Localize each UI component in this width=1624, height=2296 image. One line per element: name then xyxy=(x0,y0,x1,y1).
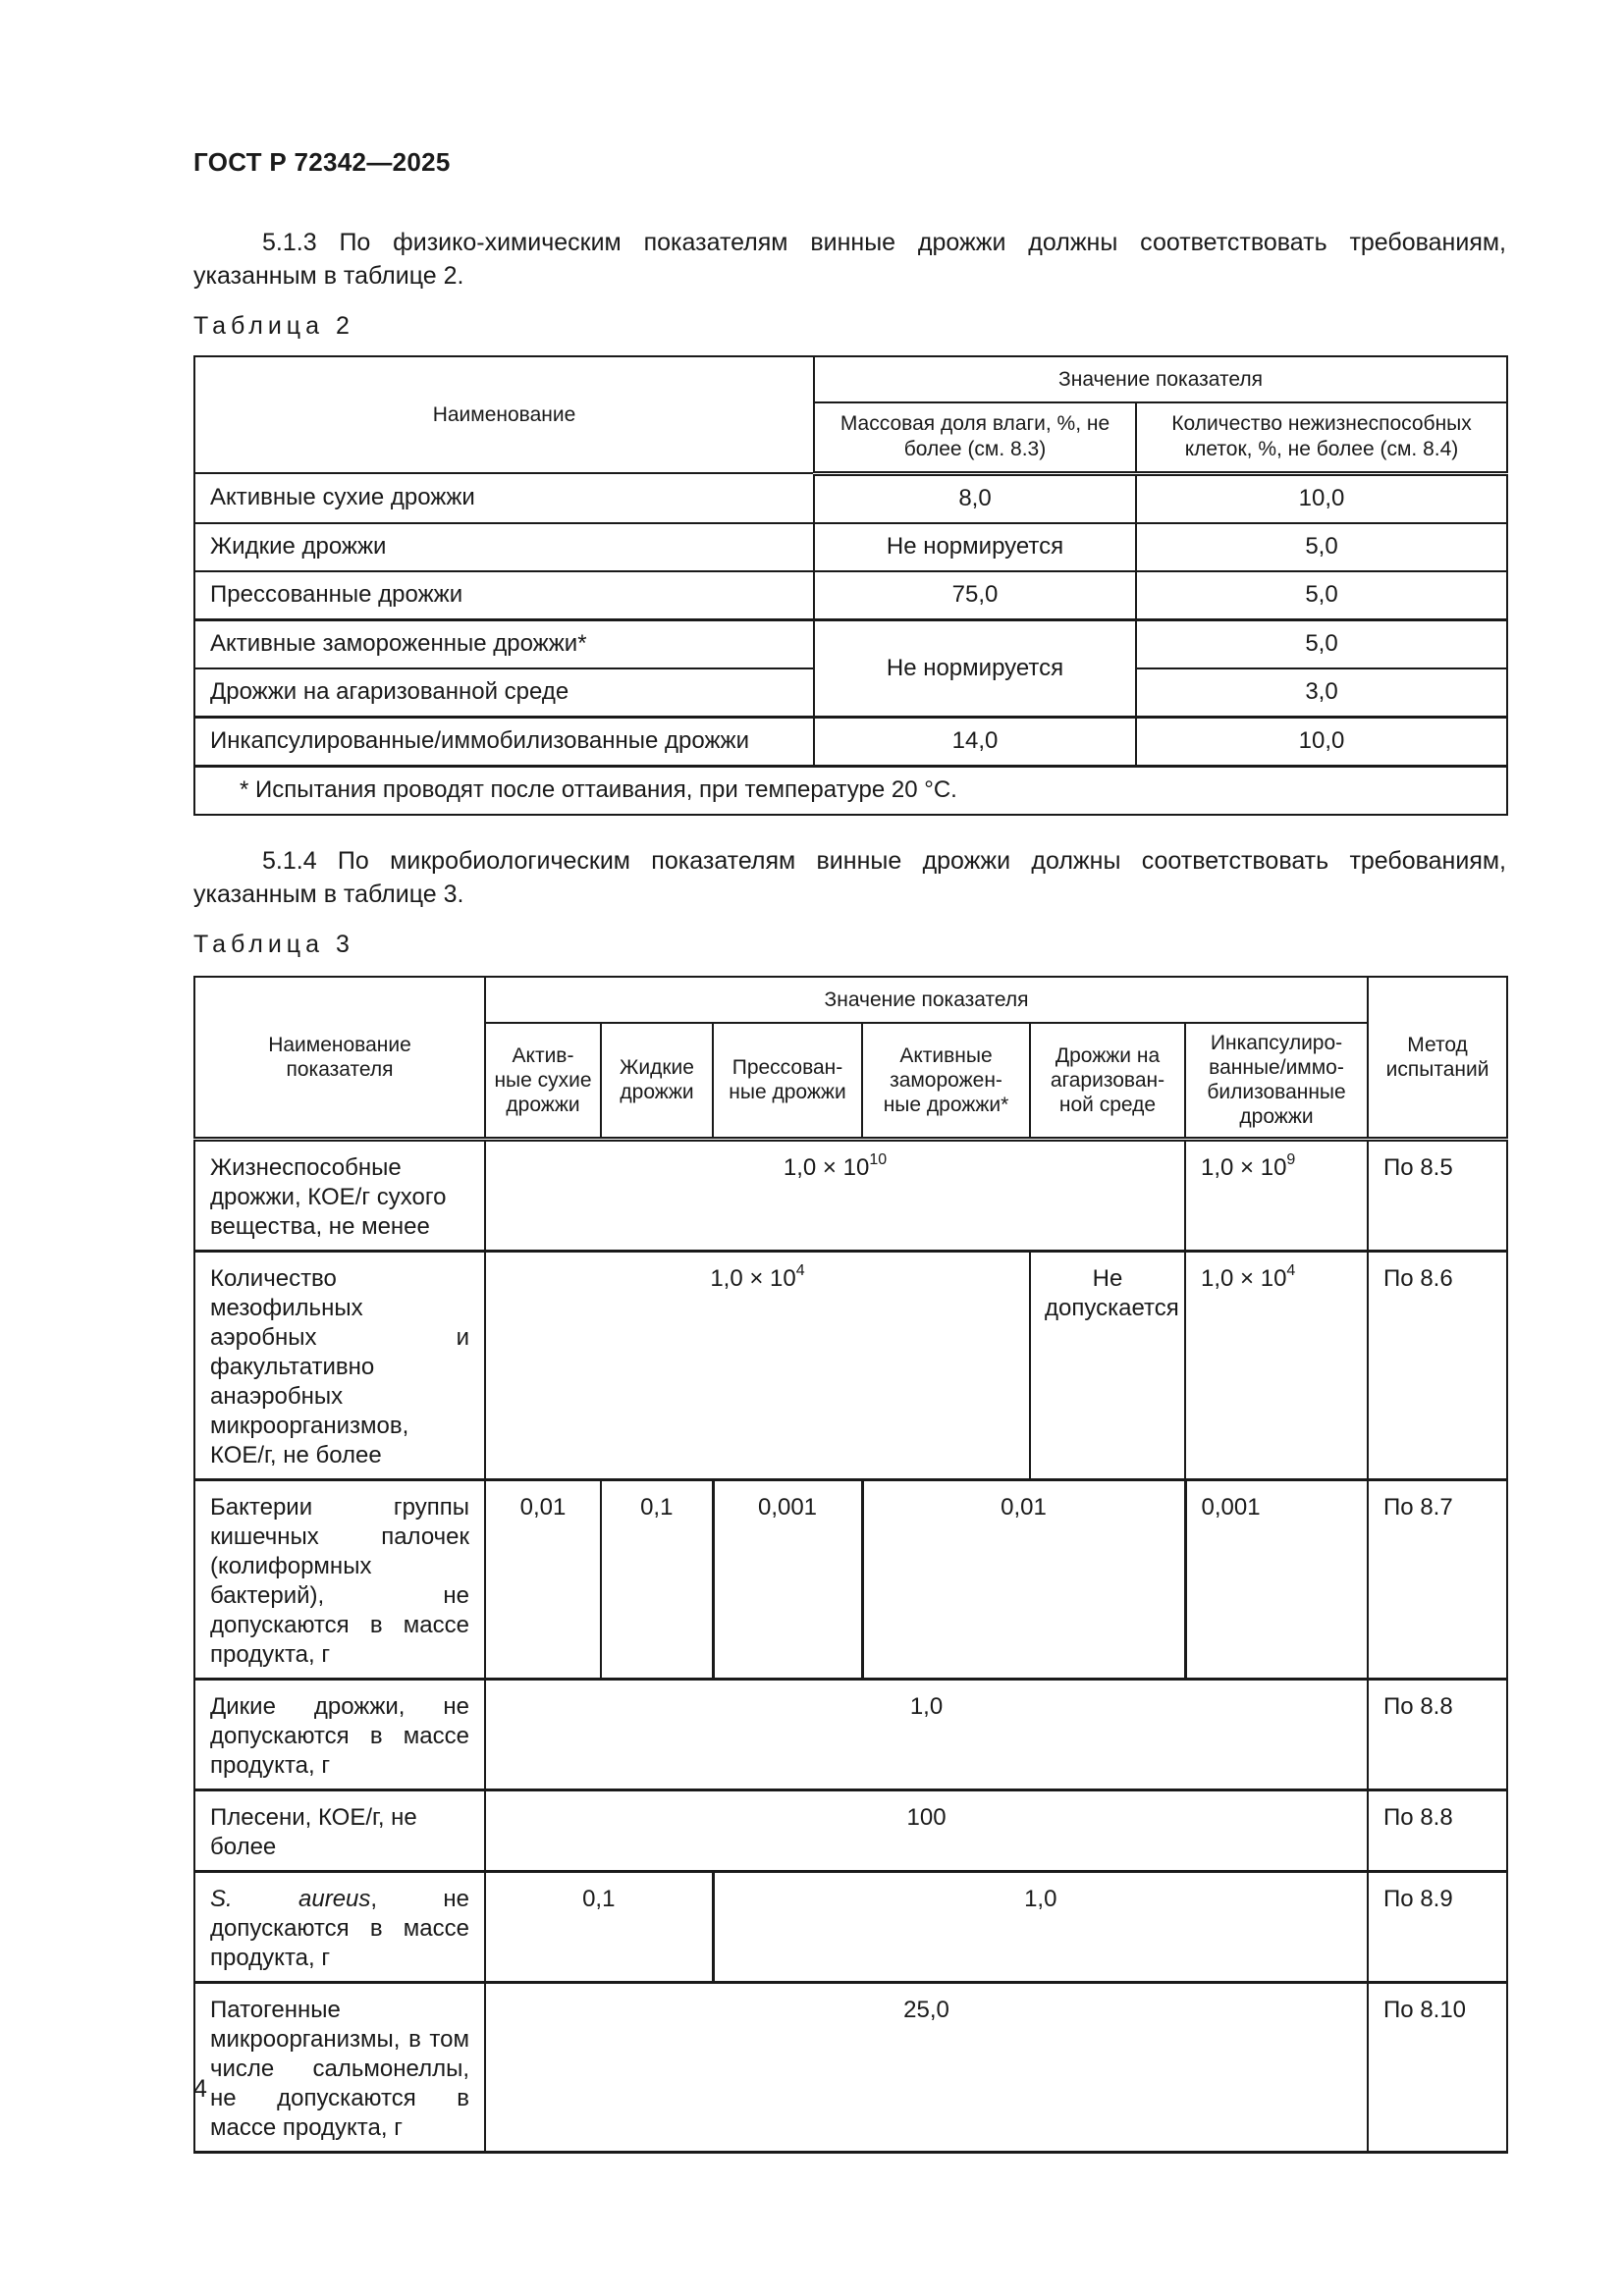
document-header: ГОСТ Р 72342—2025 xyxy=(193,147,451,177)
table-row xyxy=(194,523,1507,571)
table-row xyxy=(194,473,1507,523)
table-row xyxy=(194,1479,1507,1679)
table2-cell-moisture: Не нормируется xyxy=(814,619,1136,717)
table-row xyxy=(194,717,1507,766)
value-exponent: 10 xyxy=(869,1150,888,1168)
table3-cell-value: 0,001 xyxy=(713,1479,862,1679)
table2-cell-nonviable: 10,0 xyxy=(1136,717,1507,766)
table2-row-name: Активные замороженные дрожжи* xyxy=(194,619,814,668)
table3-cell-value: 0,01 xyxy=(862,1479,1185,1679)
table3-cell-method: По 8.8 xyxy=(1368,1679,1507,1789)
table2-row-name: Активные сухие дрожжи xyxy=(194,473,814,523)
table3-cell-method: По 8.8 xyxy=(1368,1789,1507,1871)
table3-header-active-frozen: Активные заморожен-ные дрожжи* xyxy=(862,1023,1030,1139)
value-exponent: 4 xyxy=(1286,1261,1296,1279)
table3-cell-method: По 8.10 xyxy=(1368,1982,1507,2152)
table3-cell-value: 0,001 xyxy=(1185,1479,1368,1679)
table3-header-active-dry: Актив-ные сухие дрожжи xyxy=(485,1023,601,1139)
table2-cell-nonviable: 5,0 xyxy=(1136,571,1507,620)
table2-cell-nonviable: 5,0 xyxy=(1136,523,1507,571)
table-row xyxy=(194,1982,1507,2152)
value-base: 1,0 × 10 xyxy=(1201,1153,1287,1181)
table2-header-moisture: Массовая доля влаги, %, не более (см. 8.3) xyxy=(814,402,1136,473)
page-number: 4 xyxy=(193,2075,207,2103)
value-base: 1,0 × 10 xyxy=(783,1153,870,1181)
table3-row-name: Бактерии группы кишечных палочек (колиформных бактерий), не допускаются в массе продукта, г xyxy=(194,1479,485,1679)
table2-header-value-group: Значение показателя xyxy=(814,356,1507,402)
table3-row-name: Плесени, КОЕ/г, не более xyxy=(194,1789,485,1871)
table3-header-name: Наименование показателя xyxy=(194,977,485,1139)
table2-header-nonviable: Количество нежизнеспособных клеток, %, не более (см. 8.4) xyxy=(1136,402,1507,473)
table2-caption: Таблица 2 xyxy=(193,312,354,340)
table-row xyxy=(194,1139,1507,1251)
table2-row-name: Дрожжи на агаризованной среде xyxy=(194,668,814,718)
table3-caption: Таблица 3 xyxy=(193,931,354,958)
table2-cell-moisture: 75,0 xyxy=(814,571,1136,620)
table3-cell-value: 0,1 xyxy=(485,1871,713,1982)
organism-description: , не допускаются в массе продукта, г xyxy=(210,1885,469,1971)
table3-cell-method: По 8.5 xyxy=(1368,1139,1507,1251)
table3-row-name xyxy=(194,1871,485,1982)
table3-row-name: Жизнеспособные дрожжи, КОЕ/г сухого вещества, не менее xyxy=(194,1139,485,1251)
table3-header-liquid: Жидкие дрожжи xyxy=(601,1023,713,1139)
table3-cell-method: По 8.7 xyxy=(1368,1479,1507,1679)
table3-cell-value: 100 xyxy=(485,1789,1368,1871)
table3-header-value-group: Значение показателя xyxy=(485,977,1368,1023)
table3-header-pressed: Прессован-ные дрожжи xyxy=(713,1023,862,1139)
value-exponent: 4 xyxy=(795,1261,805,1279)
table2-row-name: Инкапсулированные/иммобилизованные дрожжи xyxy=(194,717,814,766)
table3-header-method: Метод испытаний xyxy=(1368,977,1507,1139)
table2-cell-moisture: 14,0 xyxy=(814,717,1136,766)
table2-row-name: Жидкие дрожжи xyxy=(194,523,814,571)
table2-header-name: Наименование xyxy=(194,356,814,473)
table-3 xyxy=(193,976,1508,2154)
table2-cell-nonviable: 10,0 xyxy=(1136,473,1507,523)
table-footnote-row xyxy=(194,766,1507,815)
table3-cell-value: 0,1 xyxy=(601,1479,713,1679)
table2-cell-moisture: Не нормируется xyxy=(814,523,1136,571)
value-base: 1,0 × 10 xyxy=(710,1264,796,1292)
table2-footnote: * Испытания проводят после оттаивания, при температуре 20 °С. xyxy=(194,766,1507,815)
table3-header-agar: Дрожжи на агаризован-ной среде xyxy=(1030,1023,1185,1139)
table2-row-name: Прессованные дрожжи xyxy=(194,571,814,620)
table3-cell-method: По 8.9 xyxy=(1368,1871,1507,1982)
table2-cell-moisture: 8,0 xyxy=(814,473,1136,523)
paragraph-5-1-4: 5.1.4 По микробиологическим показателям винные дрожжи должны соответствовать требованиям, указанным в таблице 3. xyxy=(193,847,1506,908)
table3-row-name: Патогенные микроорганизмы, в том числе сальмонеллы, не допускаются в массе продукта, г xyxy=(194,1982,485,2152)
table3-cell-value: 0,01 xyxy=(485,1479,601,1679)
table3-cell-value: Не допускается xyxy=(1030,1251,1185,1479)
table-2 xyxy=(193,355,1508,816)
table3-cell-value xyxy=(1185,1251,1368,1479)
table-row xyxy=(194,1871,1507,1982)
table3-cell-value: 1,0 xyxy=(485,1679,1368,1789)
table-row xyxy=(194,619,1507,668)
table3-cell-value: 1,0 xyxy=(713,1871,1368,1982)
value-base: 1,0 × 10 xyxy=(1201,1264,1287,1292)
paragraph-5-1-3: 5.1.3 По физико-химическим показателям винные дрожжи должны соответствовать требованиям, указанным в таблице 2. xyxy=(193,229,1506,290)
organism-name: S. aureus xyxy=(210,1885,371,1912)
table3-cell-value xyxy=(485,1251,1030,1479)
table-row xyxy=(194,1251,1507,1479)
table-row xyxy=(194,571,1507,620)
table2-cell-nonviable: 5,0 xyxy=(1136,619,1507,668)
table3-cell-value xyxy=(1185,1139,1368,1251)
table-row xyxy=(194,1679,1507,1789)
table3-header-encapsulated: Инкапсулиро-ванные/иммо-билизованные дрожжи xyxy=(1185,1023,1368,1139)
table-row xyxy=(194,1789,1507,1871)
table3-row-name: Дикие дрожжи, не допускаются в массе продукта, г xyxy=(194,1679,485,1789)
value-exponent: 9 xyxy=(1286,1150,1296,1168)
table3-cell-value: 25,0 xyxy=(485,1982,1368,2152)
table2-cell-nonviable: 3,0 xyxy=(1136,668,1507,718)
table3-cell-method: По 8.6 xyxy=(1368,1251,1507,1479)
table3-cell-value xyxy=(485,1139,1185,1251)
table3-row-name: Количество мезофильных аэробных и факультативно анаэробных микроорганизмов, КОЕ/г, не более xyxy=(194,1251,485,1479)
